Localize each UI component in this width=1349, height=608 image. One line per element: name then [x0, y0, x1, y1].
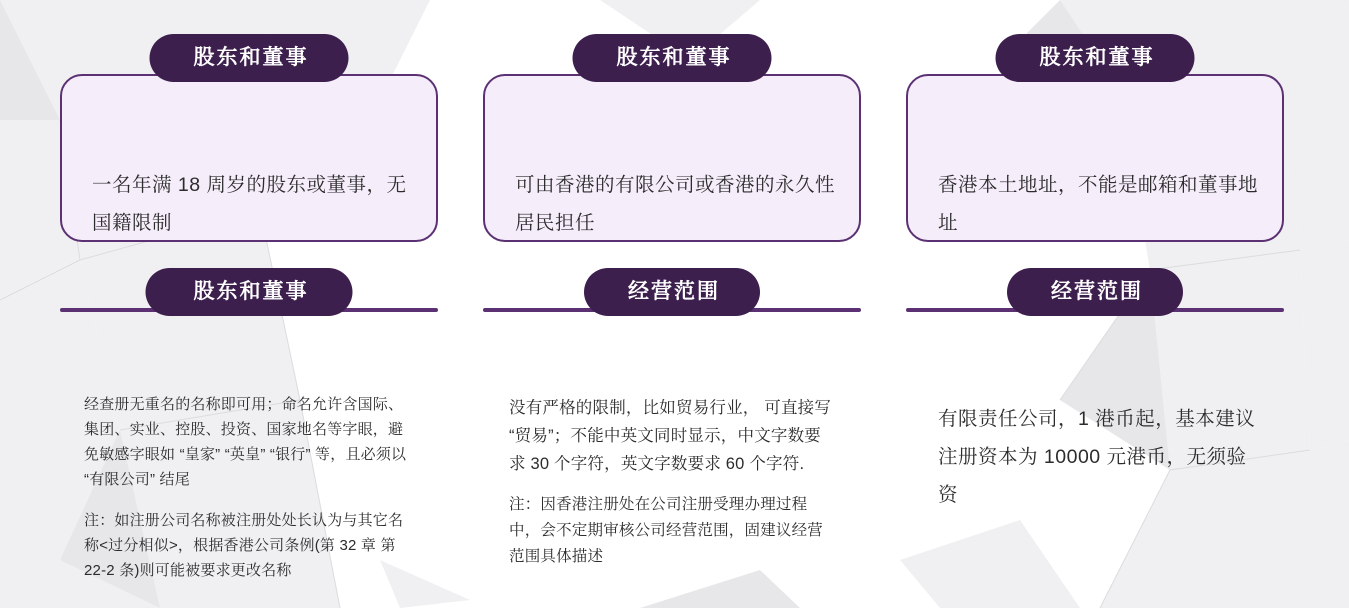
card-body-5: [485, 350, 859, 565]
card-note: 注：因香港注册处在公司注册受理办理过程 中，会不定期审核公司经营范围，固建议经营范围具体描述: [509, 496, 824, 565]
card-paragraph: 香港本土地址，不能是邮箱和董事地址: [938, 174, 1259, 234]
card-paragraph: 经查册无重名的名称即可用；命名允许含国际、集团、实业、控股、投资、国家地名等字眼，避免敏感字眼如 “皇家” “英皇” “银行” 等，且必须以 “有限公司” 结尾: [84, 396, 407, 488]
card-cell-3: [906, 34, 1284, 242]
card-body-6: [908, 350, 1282, 506]
card-body-4: [62, 350, 436, 579]
card-paragraph: 一名年满 18 周岁的股东或董事，无国籍限制: [92, 174, 407, 234]
info-card-1: [60, 74, 438, 242]
card-title-5: 经营范围: [584, 268, 760, 316]
card-title-2: 股东和董事: [573, 34, 772, 82]
card-title-6: 经营范围: [1007, 268, 1183, 316]
card-title-1: 股东和董事: [150, 34, 349, 82]
card-paragraph: 没有严格的限制，比如贸易行业， 可直接写 “贸易”；不能中英文同时显示，中文字数要求 30 个字符，英文字数要求 60 个字符.: [509, 399, 832, 473]
card-body-2: [485, 116, 859, 240]
card-body-3: [908, 116, 1282, 240]
card-note: 注：如注册公司名称被注册处处长认为与其它名称<过分相似>，根据香港公司条例(第 32 章 第 22-2 条)则可能被要求更改名称: [84, 512, 404, 579]
card-cell-2: [483, 34, 861, 242]
card-title-3: 股东和董事: [996, 34, 1195, 82]
card-paragraph: 可由香港的有限公司或香港的永久性居民担任: [515, 174, 836, 234]
cards-grid: [60, 34, 1289, 579]
info-card-2: [483, 74, 861, 242]
card-body-1: [62, 116, 436, 240]
card-title-4: 股东和董事: [146, 268, 353, 316]
info-card-3: [906, 74, 1284, 242]
card-paragraph: 有限责任公司，1 港币起，基本建议注册资本为 10000 元港币，无须验资: [938, 408, 1256, 506]
card-cell-1: [60, 34, 438, 242]
